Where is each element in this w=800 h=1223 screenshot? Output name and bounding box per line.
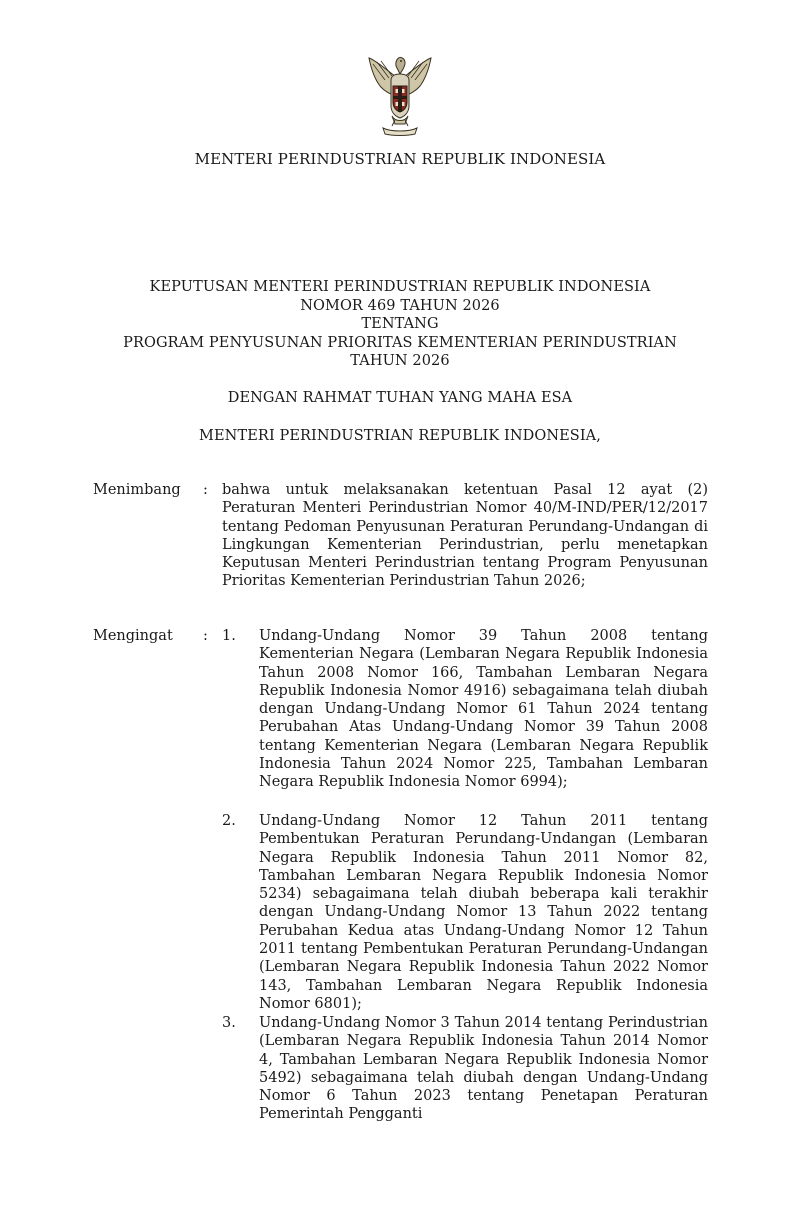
menimbang-label: Menimbang	[93, 482, 181, 498]
opening-phrase: DENGAN RAHMAT TUHAN YANG MAHA ESA	[227, 390, 573, 406]
mengingat-item-text: Undang-Undang Nomor 39 Tahun 2008 tentang Kementerian Negara (Lembaran Negara Republik Indonesia Tahun 2008 Nomor 166, Tambahan Lembaran Negara Republik Indonesia Nomor 4916) sebagaimana telah diubah dengan Undang-Undang Nomor 61 Tahun 2024 tentang Perubahan Atas Undang-Undang Nomor 39 Tahun 2008 tentang Kementerian Negara (Lembaran Negara Republik Indonesia Tahun 2024 Nomor 225, Tambahan Lembaran Negara Republik Indonesia Nomor 6994);	[259, 628, 708, 791]
title-line-5: TAHUN 2026	[350, 353, 450, 369]
title-line-3: TENTANG	[361, 316, 439, 332]
title-line-4: PROGRAM PENYUSUNAN PRIORITAS KEMENTERIAN PERINDUSTRIAN	[123, 334, 677, 351]
ministry-heading: MENTERI PERINDUSTRIAN REPUBLIK INDONESIA	[194, 150, 606, 168]
mengingat-item-text: Undang-Undang Nomor 12 Tahun 2011 tentang Pembentukan Peraturan Perundang-Undangan (Lembaran Negara Republik Indonesia Tahun 2011 Nomor 82, Tambahan Lembaran Negara Republik Indonesia Nomor 5234) sebagaimana telah diubah beberapa kali terakhir dengan Undang-Undang Nomor 13 Tahun 2022 tentang Perubahan Kedua atas Undang-Undang Nomor 12 Tahun 2011 tentang Pembentukan Peraturan Perundang-Undangan (Lembaran Negara Republik Indonesia Tahun 2022 Nomor 143, Tambahan Lembaran Negara Republik Indonesia Nomor 6801);	[259, 813, 708, 1012]
mengingat-label: Mengingat	[93, 628, 173, 644]
decree-title	[0, 278, 800, 371]
menimbang-text: bahwa untuk melaksanakan ketentuan Pasal 12 ayat (2) Peraturan Menteri Perindustrian Nomor 40/M-IND/PER/12/2017 tentang Pedoman Penyusunan Peraturan Perundang-Undangan di Lingkungan Kementerian Perindustrian, perlu menetapkan Keputusan Menteri Perindustrian tentang Program Penyusunan Prioritas Kementerian Perindustrian Tahun 2026;	[222, 482, 708, 590]
mengingat-item-number: 2.	[222, 813, 236, 829]
title-line-2: NOMOR 469 TAHUN 2026	[300, 297, 500, 314]
mengingat-colon: :	[203, 628, 208, 644]
mengingat-item-text: Undang-Undang Nomor 3 Tahun 2014 tentang Perindustrian (Lembaran Negara Republik Indonesia Tahun 2014 Nomor 4, Tambahan Lembaran Negara Republik Indonesia Nomor 5492) sebagaimana telah diubah dengan Undang-Undang Nomor 6 Tahun 2023 tentang Penetapan Peraturan Pemerintah Pengganti	[259, 1015, 708, 1123]
mengingat-item-number: 3.	[222, 1015, 236, 1031]
garuda-emblem-icon	[365, 50, 435, 138]
issuer-line: MENTERI PERINDUSTRIAN REPUBLIK INDONESIA,	[199, 428, 601, 444]
menimbang-colon: :	[203, 482, 208, 498]
title-line-1: KEPUTUSAN MENTERI PERINDUSTRIAN REPUBLIK INDONESIA	[149, 279, 651, 295]
mengingat-item-number: 1.	[222, 628, 236, 644]
